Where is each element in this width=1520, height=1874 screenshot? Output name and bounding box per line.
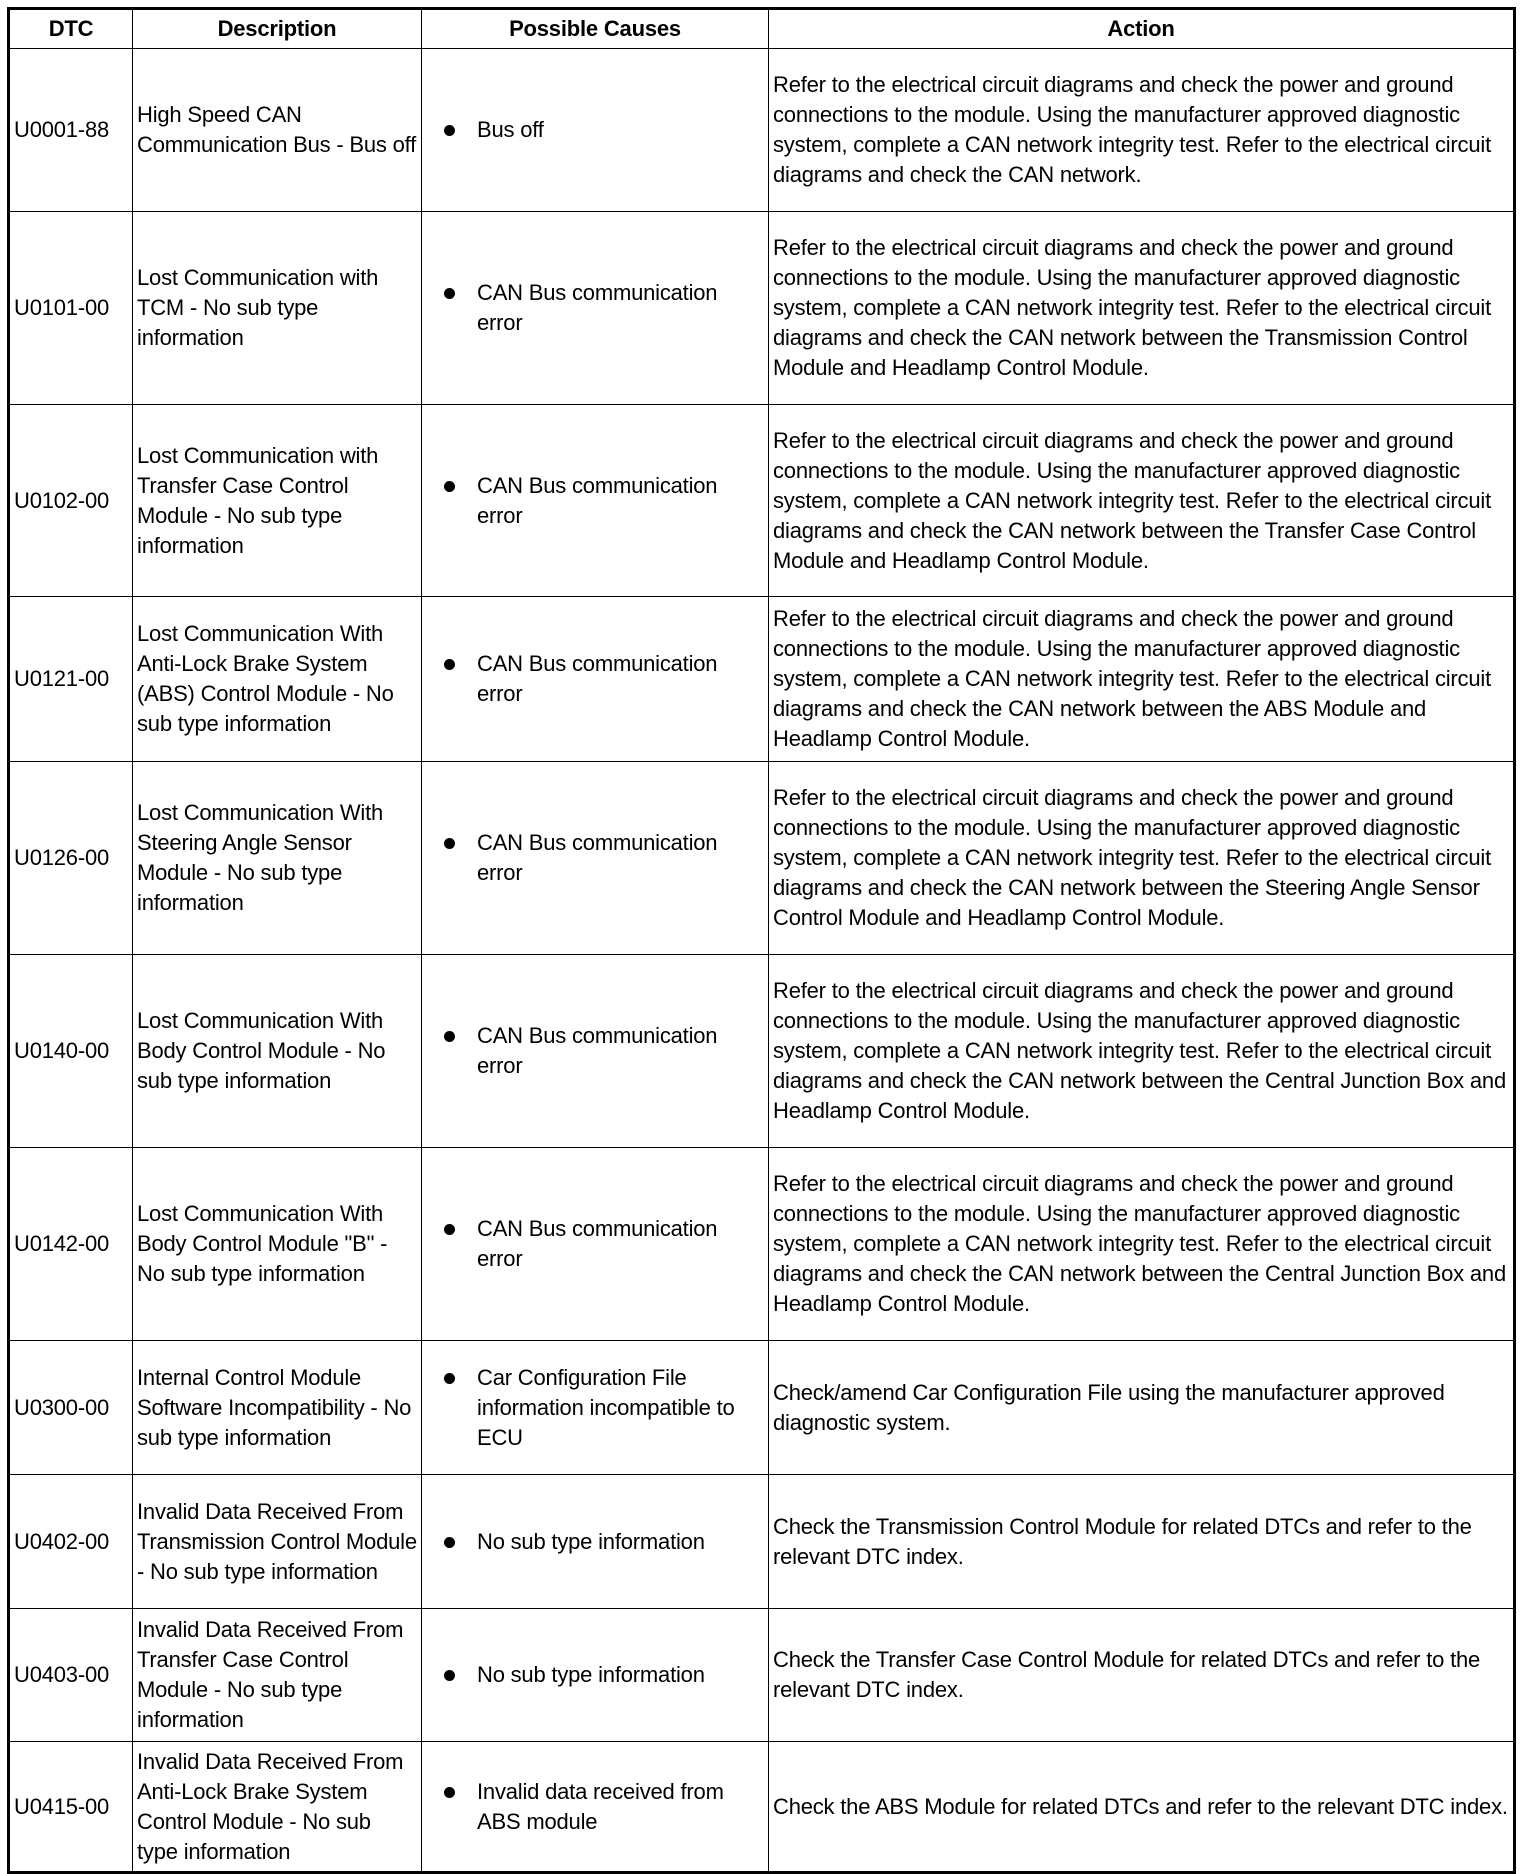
- cause-item: [477, 828, 764, 888]
- cause-item: [477, 1660, 764, 1690]
- description: Lost Communication with TCM - No sub type information: [133, 212, 422, 405]
- action: Refer to the electrical circuit diagrams and check the power and ground connections to the module. Using the manufacturer approved diagnostic system, complete a CAN network integrity test. Refer to the electrical circuit diagrams and check the CAN network between the ABS Module and Headlamp Control Module.: [769, 597, 1515, 762]
- causes-list: [426, 115, 764, 145]
- cause-text: CAN Bus communication error: [477, 280, 718, 335]
- header-action: Action: [769, 9, 1515, 49]
- causes-list: [426, 278, 764, 338]
- dtc-code: U0102-00: [9, 405, 133, 597]
- cause-text: CAN Bus communication error: [477, 1023, 718, 1078]
- action: Check/amend Car Configuration File using the manufacturer approved diagnostic system.: [769, 1341, 1515, 1475]
- cause-text: CAN Bus communication error: [477, 651, 718, 706]
- description: Lost Communication With Steering Angle Sensor Module - No sub type information: [133, 762, 422, 955]
- causes-list: [426, 1527, 764, 1557]
- cause-text: Invalid data received from ABS module: [477, 1778, 724, 1834]
- cause-item: [477, 1363, 764, 1453]
- causes-list: [426, 828, 764, 888]
- header-row: [9, 9, 1515, 49]
- description: Invalid Data Received From Transfer Case Control Module - No sub type information: [133, 1609, 422, 1742]
- possible-causes: [422, 49, 769, 212]
- cause-item: [477, 649, 764, 709]
- bullet-icon: [444, 481, 455, 492]
- action: Refer to the electrical circuit diagrams and check the power and ground connections to the module. Using the manufacturer approved diagnostic system, complete a CAN network integrity test. Refer to the electrical circuit diagrams and check the CAN network between the Transfer Case Control Module and Headlamp Control Module.: [769, 405, 1515, 597]
- causes-list: [426, 1021, 764, 1081]
- dtc-code: U0140-00: [9, 955, 133, 1148]
- bullet-icon: [444, 1031, 455, 1042]
- bullet-icon: [444, 125, 455, 136]
- description: Lost Communication With Body Control Module "B" - No sub type information: [133, 1148, 422, 1341]
- dtc-code: U0402-00: [9, 1475, 133, 1609]
- causes-list: [426, 1214, 764, 1274]
- bullet-icon: [444, 1787, 455, 1798]
- table-row: [9, 1742, 1515, 1873]
- dtc-code: U0121-00: [9, 597, 133, 762]
- cause-item: [477, 115, 764, 145]
- possible-causes: [422, 955, 769, 1148]
- table-row: [9, 955, 1515, 1148]
- table-row: [9, 49, 1515, 212]
- causes-list: [426, 1777, 764, 1837]
- header-description: Description: [133, 9, 422, 49]
- table-row: [9, 597, 1515, 762]
- dtc-code: U0403-00: [9, 1609, 133, 1742]
- possible-causes: [422, 1475, 769, 1609]
- possible-causes: [422, 405, 769, 597]
- description: Lost Communication With Anti-Lock Brake System (ABS) Control Module - No sub type information: [133, 597, 422, 762]
- causes-list: [426, 1660, 764, 1690]
- header-possible-causes: Possible Causes: [422, 9, 769, 49]
- cause-item: [477, 471, 764, 531]
- action: Refer to the electrical circuit diagrams and check the power and ground connections to the module. Using the manufacturer approved diagnostic system, complete a CAN network integrity test. Refer to the electrical circuit diagrams and check the CAN network between the Transmission Control Module and Headlamp Control Module.: [769, 212, 1515, 405]
- bullet-icon: [444, 1537, 455, 1548]
- description: Lost Communication With Body Control Module - No sub type information: [133, 955, 422, 1148]
- description: Invalid Data Received From Anti-Lock Brake System Control Module - No sub type information: [133, 1742, 422, 1873]
- possible-causes: [422, 1742, 769, 1873]
- dtc-code: U0142-00: [9, 1148, 133, 1341]
- dtc-code: U0126-00: [9, 762, 133, 955]
- action: Check the ABS Module for related DTCs and refer to the relevant DTC index.: [769, 1742, 1515, 1873]
- cause-item: [477, 1777, 764, 1837]
- bullet-icon: [444, 1670, 455, 1681]
- table-row: [9, 1341, 1515, 1475]
- dtc-code: U0300-00: [9, 1341, 133, 1475]
- table-row: [9, 762, 1515, 955]
- bullet-icon: [444, 838, 455, 849]
- possible-causes: [422, 212, 769, 405]
- cause-text: No sub type information: [477, 1662, 705, 1687]
- cause-item: [477, 1527, 764, 1557]
- dtc-code: U0001-88: [9, 49, 133, 212]
- possible-causes: [422, 762, 769, 955]
- possible-causes: [422, 597, 769, 762]
- table-row: [9, 405, 1515, 597]
- bullet-icon: [444, 288, 455, 299]
- action: Refer to the electrical circuit diagrams and check the power and ground connections to the module. Using the manufacturer approved diagnostic system, complete a CAN network integrity test. Refer to the electrical circuit diagrams and check the CAN network.: [769, 49, 1515, 212]
- cause-item: [477, 1214, 764, 1274]
- action: Check the Transmission Control Module for related DTCs and refer to the relevant DTC index.: [769, 1475, 1515, 1609]
- cause-item: [477, 278, 764, 338]
- table-row: [9, 1148, 1515, 1341]
- cause-text: CAN Bus communication error: [477, 472, 718, 528]
- cause-text: Car Configuration File information incompatible to ECU: [477, 1364, 735, 1450]
- action: Check the Transfer Case Control Module for related DTCs and refer to the relevant DTC index.: [769, 1609, 1515, 1742]
- possible-causes: [422, 1341, 769, 1475]
- cause-text: Bus off: [477, 117, 544, 142]
- bullet-icon: [444, 1373, 455, 1384]
- dtc-code: U0101-00: [9, 212, 133, 405]
- dtc-code: U0415-00: [9, 1742, 133, 1873]
- cause-item: [477, 1021, 764, 1081]
- action: Refer to the electrical circuit diagrams and check the power and ground connections to the module. Using the manufacturer approved diagnostic system, complete a CAN network integrity test. Refer to the electrical circuit diagrams and check the CAN network between the Central Junction Box and Headlamp Control Module.: [769, 955, 1515, 1148]
- action: Refer to the electrical circuit diagrams and check the power and ground connections to the module. Using the manufacturer approved diagnostic system, complete a CAN network integrity test. Refer to the electrical circuit diagrams and check the CAN network between the Steering Angle Sensor Control Module and Headlamp Control Module.: [769, 762, 1515, 955]
- bullet-icon: [444, 1224, 455, 1235]
- bullet-icon: [444, 659, 455, 670]
- causes-list: [426, 471, 764, 531]
- table-row: [9, 212, 1515, 405]
- action: Refer to the electrical circuit diagrams and check the power and ground connections to the module. Using the manufacturer approved diagnostic system, complete a CAN network integrity test. Refer to the electrical circuit diagrams and check the CAN network between the Central Junction Box and Headlamp Control Module.: [769, 1148, 1515, 1341]
- table-row: [9, 1609, 1515, 1742]
- description: Lost Communication with Transfer Case Control Module - No sub type information: [133, 405, 422, 597]
- table-row: [9, 1475, 1515, 1609]
- causes-list: [426, 649, 764, 709]
- possible-causes: [422, 1609, 769, 1742]
- description: Invalid Data Received From Transmission Control Module - No sub type information: [133, 1475, 422, 1609]
- causes-list: [426, 1363, 764, 1453]
- description: Internal Control Module Software Incompatibility - No sub type information: [133, 1341, 422, 1475]
- cause-text: No sub type information: [477, 1528, 705, 1554]
- cause-text: CAN Bus communication error: [477, 830, 718, 885]
- dtc-table: [7, 7, 1516, 1874]
- header-dtc: DTC: [9, 9, 133, 49]
- cause-text: CAN Bus communication error: [477, 1216, 718, 1271]
- description: High Speed CAN Communication Bus - Bus off: [133, 49, 422, 212]
- possible-causes: [422, 1148, 769, 1341]
